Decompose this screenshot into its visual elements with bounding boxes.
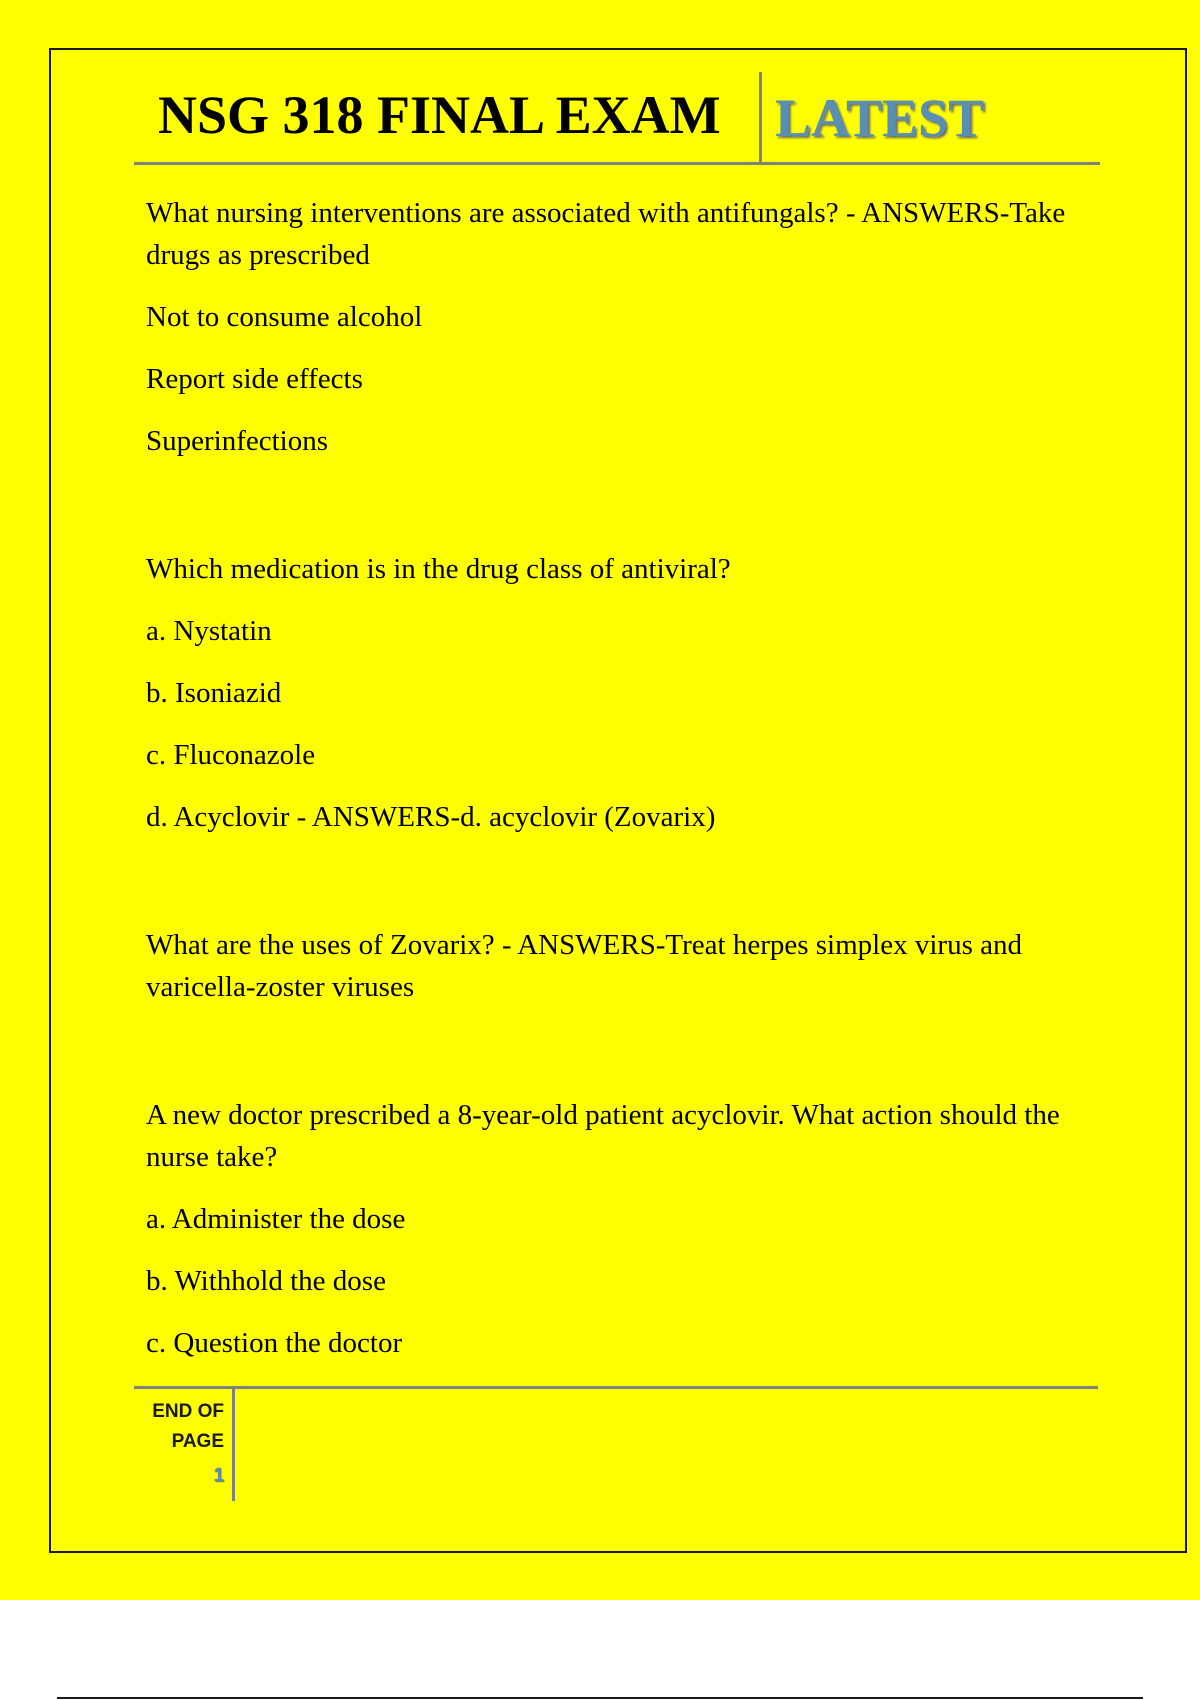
spacer: [146, 482, 1086, 548]
question-block-1: [146, 192, 1086, 462]
option-item: c. Question the doctor: [146, 1327, 403, 1359]
header-divider: [759, 72, 762, 162]
footer-line: END OF: [152, 1401, 224, 1422]
page-footer: [134, 1386, 1098, 1486]
latest-badge: LATEST: [775, 88, 985, 148]
option-item: b. Isoniazid: [146, 677, 282, 709]
question-text: What nursing interventions are associated with antifungals? - ANSWERS-Take drugs as prescribed: [146, 197, 1066, 271]
option-item: d. Acyclovir - ANSWERS-d. acyclovir (Zovarix): [146, 801, 716, 833]
page-title: NSG 318 FINAL EXAM: [158, 85, 721, 145]
document-body: [146, 192, 1086, 1384]
page-header: [134, 70, 1100, 165]
footer-divider: [232, 1389, 235, 1501]
question-block-4: [146, 1094, 1086, 1364]
end-of-page-label: [134, 1397, 224, 1457]
question-text: A new doctor prescribed a 8-year-old patient acyclovir. What action should the nurse take?: [146, 1099, 1060, 1173]
answer-line: Not to consume alcohol: [146, 301, 423, 333]
question-block-2: [146, 548, 1086, 838]
question-text: What are the uses of Zovarix? - ANSWERS-Treat herpes simplex virus and varicella-zoster viruses: [146, 929, 1022, 1003]
option-item: b. Withhold the dose: [146, 1265, 386, 1297]
spacer: [146, 1028, 1086, 1094]
question-block-3: [146, 924, 1086, 1008]
option-item: a. Nystatin: [146, 615, 272, 647]
answer-line: Superinfections: [146, 425, 329, 457]
bottom-rule: [57, 1697, 1143, 1699]
option-item: c. Fluconazole: [146, 739, 316, 771]
question-text: Which medication is in the drug class of antiviral?: [146, 553, 731, 585]
footer-line: PAGE: [171, 1431, 224, 1452]
spacer: [146, 858, 1086, 924]
page-number: 1: [213, 1465, 224, 1486]
option-item: a. Administer the dose: [146, 1203, 406, 1235]
answer-line: Report side effects: [146, 363, 363, 395]
